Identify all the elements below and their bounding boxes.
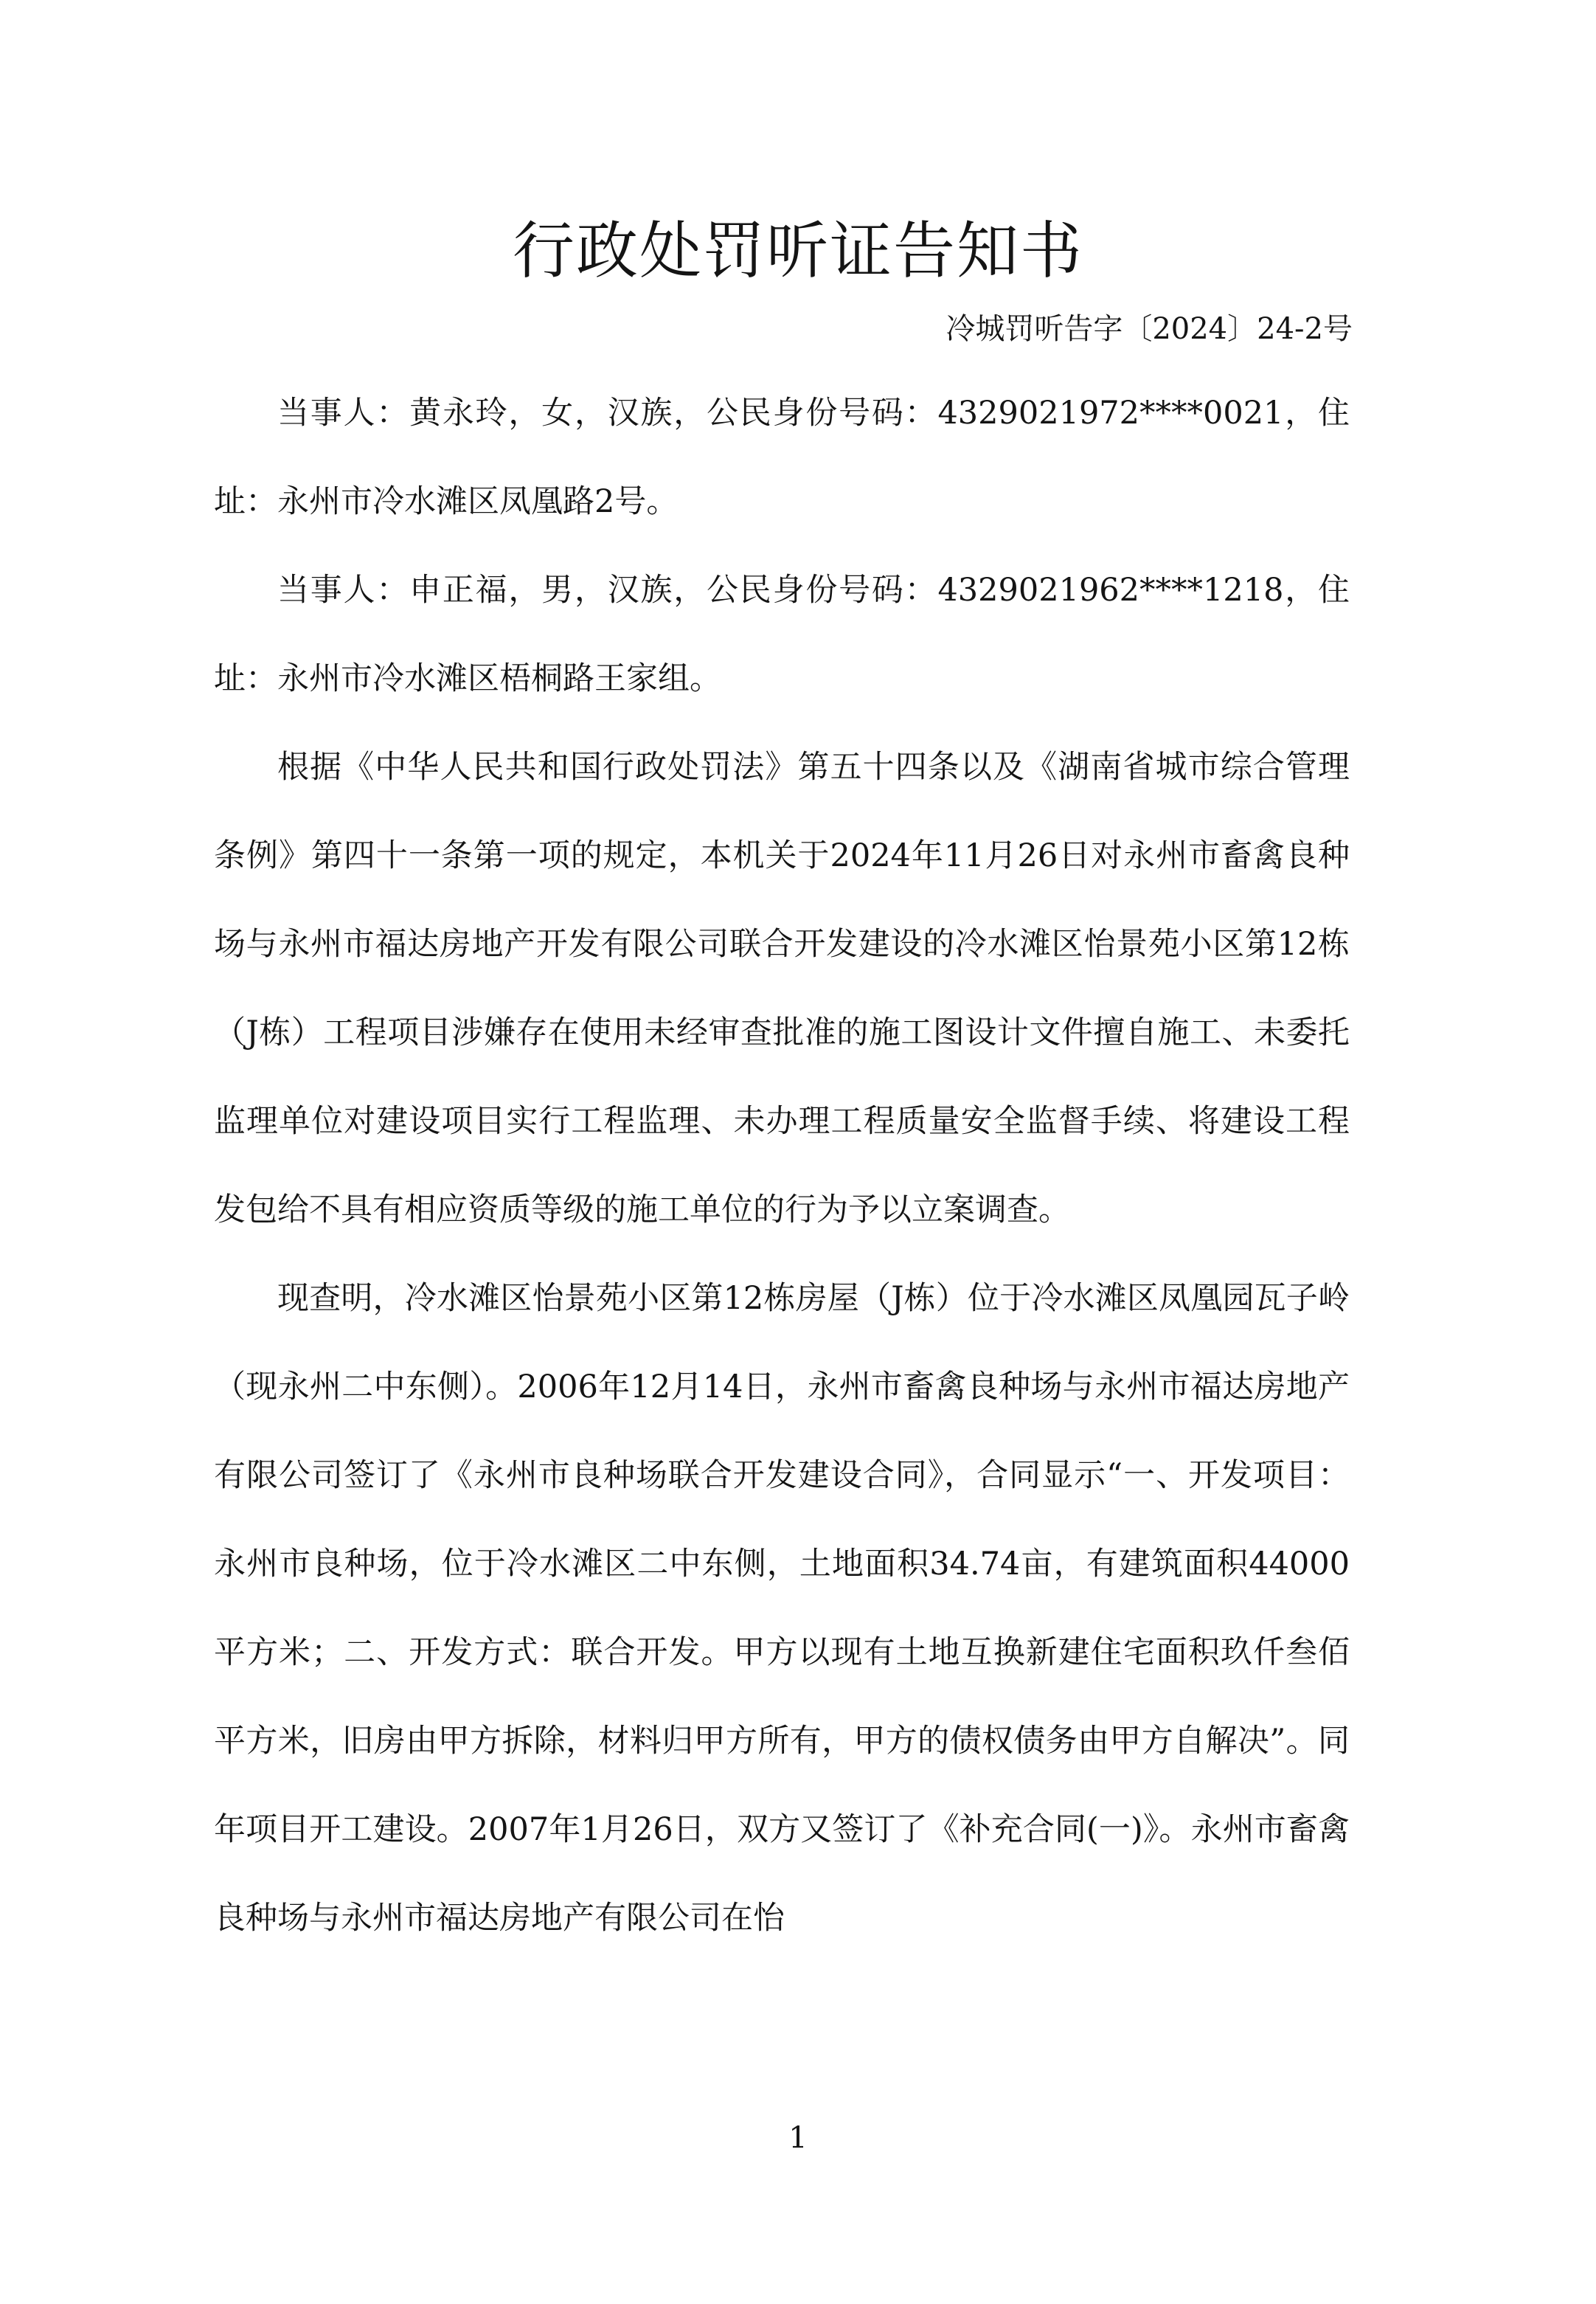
page-number: 1 xyxy=(788,2121,808,2155)
legal-basis-paragraph: 根据《中华人民共和国行政处罚法》第五十四条以及《湖南省城市综合管理条例》第四十一条第一项的规定，本机关于2024年11月26日对永州市畜禽良种场与永州市福达房地产开发有限公司联合开发建设的冷水滩区怡景苑小区第12栋（J栋）工程项目涉嫌存在使用未经审查批准的施工图设计文件擅自施工、未委托监理单位对建设项目实行工程监理、未办理工程质量安全监督手续、将建设工程发包给不具有相应资质等级的施工单位的行为予以立案调查。 xyxy=(214,749,1350,1228)
document-number: 冷城罚听告字〔2024〕24-2号 xyxy=(946,312,1353,346)
party-1-paragraph: 当事人：黄永玲，女，汉族，公民身份号码：4329021972****0021，住址：永州市冷水滩区凤凰路2号。 xyxy=(214,395,1350,520)
document-title: 行政处罚听证告知书 xyxy=(512,215,1083,287)
party-2-paragraph: 当事人：申正福，男，汉族，公民身份号码：4329021962****1218，住址：永州市冷水滩区梧桐路王家组。 xyxy=(214,572,1350,697)
document-body xyxy=(214,369,1350,1962)
findings-paragraph: 现查明，冷水滩区怡景苑小区第12栋房屋（J栋）位于冷水滩区凤凰园瓦子岭（现永州二中东侧）。2006年12月14日，永州市畜禽良种场与永州市福达房地产有限公司签订了《永州市良种场联合开发建设合同》，合同显示“一、开发项目：永州市良种场，位于冷水滩区二中东侧，土地面积34.74亩，有建筑面积44000平方米；二、开发方式：联合开发。甲方以现有土地互换新建住宅面积玖仟叁佰平方米，旧房由甲方拆除，材料归甲方所有，甲方的债权债务由甲方自解决”。同年项目开工建设。2007年1月26日，双方又签订了《补充合同(一)》。永州市畜禽良种场与永州市福达房地产有限公司在怡 xyxy=(214,1280,1350,1937)
